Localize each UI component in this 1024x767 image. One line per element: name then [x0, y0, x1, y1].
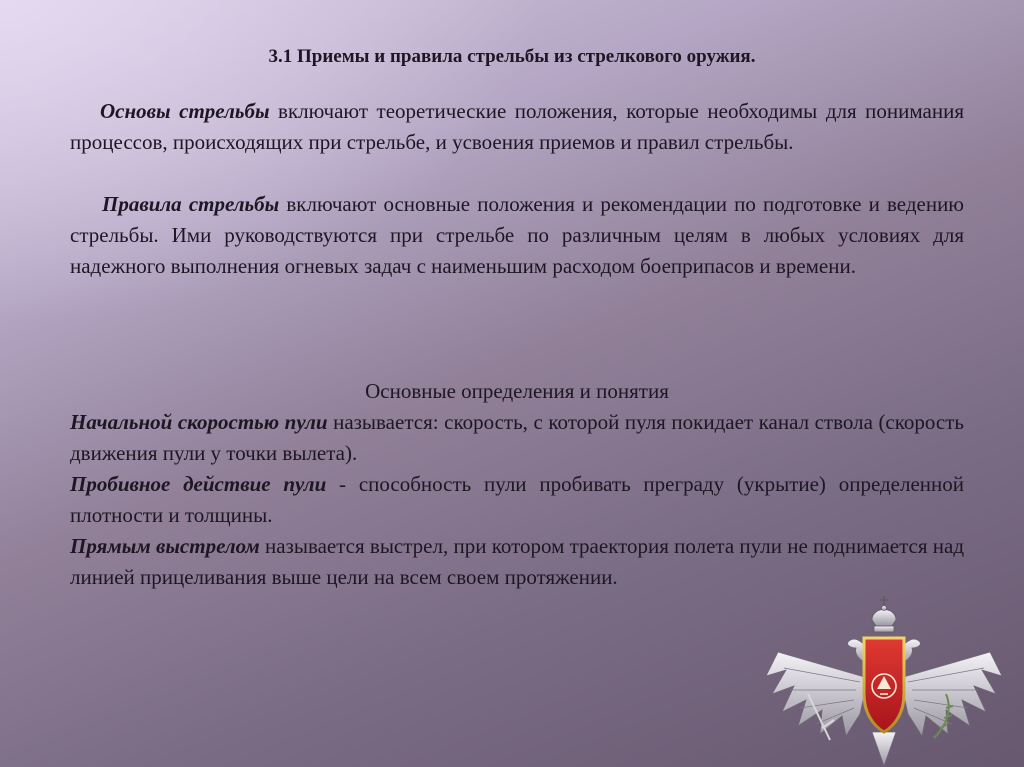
definition-item: [70, 469, 964, 531]
definition-item: [70, 531, 964, 593]
definition-text: называется: скорость, с которой пуля покидает канал ствола (скорость движения пули у точки вылета).: [70, 410, 964, 465]
definition-item: [70, 407, 964, 469]
double-headed-eagle-emblem-icon: [764, 590, 1004, 767]
term-fundamentals: Основы стрельбы: [100, 99, 270, 123]
fundamentals-text: включают теоретические положения, которые необходимы для понимания процессов, происходящих при стрельбе, и усвоения приемов и правил стрельбы.: [70, 99, 964, 154]
definitions-section: [70, 376, 964, 593]
definition-text: называется выстрел, при котором траектория полета пули не поднимается над линией прицеливания выше цели на всем своем протяжении.: [70, 534, 965, 589]
definition-term: Прямым выстрелом: [70, 534, 260, 558]
definitions-heading: Основные определения и понятия: [365, 379, 669, 403]
paragraph-rules-text: [70, 189, 964, 282]
term-rules: Правила стрельбы: [102, 192, 280, 216]
paragraph-rules: [70, 189, 964, 282]
slide-title: 3.1 Приемы и правила стрельбы из стрелкового оружия.: [268, 46, 756, 67]
rules-text: включают основные положения и рекомендации по подготовке и ведению стрельбы. Ими руководствуются при стрельбе по различным целям в любых условиях для надежного выполнения огневых задач с наименьшим расходом боеприпасов и времени.: [70, 192, 964, 278]
definition-term: Пробивное действие пули: [70, 472, 327, 496]
paragraph-fundamentals-text: [70, 96, 964, 158]
definition-term: Начальной скоростью пули: [70, 410, 328, 434]
definition-text: - способность пули пробивать преграду (укрытие) определенной плотности и толщины.: [70, 472, 965, 527]
paragraph-fundamentals: [70, 96, 964, 158]
